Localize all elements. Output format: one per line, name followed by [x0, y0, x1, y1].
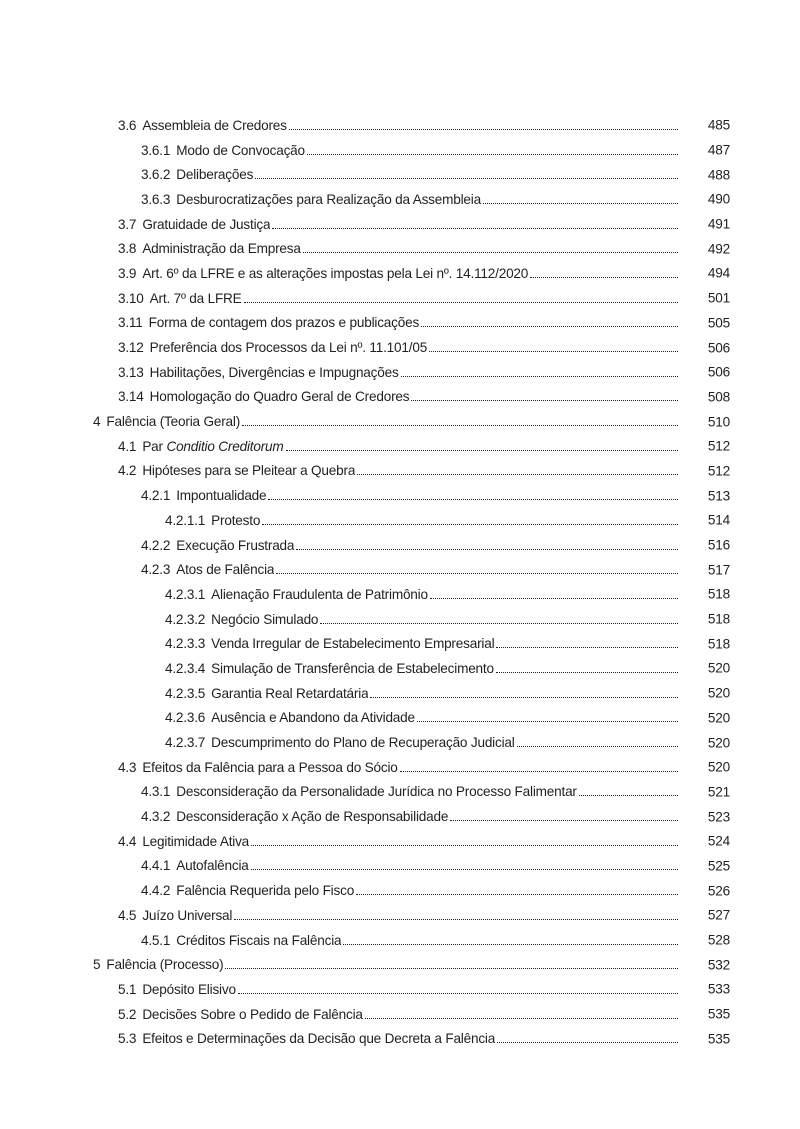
toc-entry[interactable]	[0, 631, 800, 656]
toc-entry[interactable]	[0, 829, 800, 854]
dot-leader	[496, 647, 678, 648]
toc-entry-title	[142, 982, 236, 997]
toc-entry[interactable]	[0, 311, 800, 336]
toc-entry-number: 3.8	[118, 241, 137, 257]
toc-entry-page-number: 501	[707, 290, 730, 306]
toc-entry-title-text: Desburocratizações para Realização da Assembleia	[176, 191, 481, 207]
toc-entry-text	[118, 1031, 800, 1046]
toc-entry-title	[142, 266, 528, 281]
toc-entry-title	[211, 587, 428, 602]
toc-entry-title	[176, 488, 266, 503]
dot-leader	[238, 993, 678, 994]
toc-entry-text	[165, 587, 800, 602]
toc-entry-page-number: 516	[707, 537, 730, 553]
toc-entry[interactable]	[0, 360, 800, 385]
toc-entry-title-text: Impontualidade	[176, 488, 267, 504]
dot-leader	[262, 524, 678, 525]
toc-entry-page-number: 514	[707, 512, 730, 528]
toc-entry-title	[150, 365, 399, 380]
toc-entry-page-number: 494	[707, 265, 730, 281]
toc-entry-text	[141, 858, 800, 873]
toc-entry-title	[142, 760, 397, 775]
toc-entry-page-number: 510	[707, 414, 730, 430]
toc-entry-title-text: Efeitos e Determinações da Decisão que Decreta a Falência	[142, 1031, 496, 1047]
dot-leader	[496, 672, 678, 673]
dot-leader	[421, 326, 678, 327]
dot-leader	[276, 573, 678, 574]
toc-entry-number: 4.4	[118, 833, 137, 849]
toc-entry-page-number: 518	[707, 586, 730, 602]
toc-entry[interactable]	[0, 878, 800, 903]
toc-entry-text	[118, 340, 800, 355]
toc-entry-text	[165, 612, 800, 627]
dot-leader	[244, 302, 678, 303]
toc-entry-number: 4.2.3.3	[165, 636, 206, 652]
toc-entry-text	[118, 1007, 800, 1022]
toc-entry-number: 3.12	[118, 340, 144, 356]
toc-entry-number: 4.1	[118, 438, 137, 454]
dot-leader	[357, 474, 678, 475]
toc-entry-title	[176, 538, 294, 553]
toc-entry-title	[142, 834, 249, 849]
toc-entry-number: 4.2.3.1	[165, 586, 206, 602]
toc-entry-title-text: Garantia Real Retardatária	[211, 685, 369, 701]
toc-entry-title-text: Administração da Empresa	[142, 241, 301, 257]
toc-entry-page-number: 487	[707, 142, 730, 158]
toc-entry-title	[211, 513, 260, 528]
toc-entry-title-text: Falência (Teoria Geral)	[106, 414, 241, 430]
toc-entry-title	[142, 217, 270, 232]
dot-leader	[296, 549, 678, 550]
toc-entry-title	[211, 661, 494, 676]
dot-leader	[417, 721, 678, 722]
dot-leader	[268, 499, 678, 500]
toc-entry-title	[176, 562, 274, 577]
toc-entry-title-text: Créditos Fiscais na Falência	[176, 932, 342, 948]
toc-entry-title-text: Simulação de Transferência de Estabelecimento	[211, 660, 494, 676]
dot-leader	[411, 400, 678, 401]
toc-entry-title-text: Descumprimento do Plano de Recuperação Judicial	[211, 735, 515, 751]
toc-entry-number: 3.7	[118, 216, 137, 232]
toc-entry[interactable]	[0, 533, 800, 558]
toc-entry-title	[176, 192, 481, 207]
dot-leader	[483, 203, 678, 204]
dot-leader	[255, 178, 678, 179]
toc-entry-title-text: Habilitações, Divergências e Impugnações	[149, 364, 399, 380]
dot-leader	[370, 697, 678, 698]
toc-entry-number: 3.13	[118, 364, 144, 380]
toc-entry-number: 3.10	[118, 290, 144, 306]
toc-entry-title	[142, 1007, 362, 1022]
toc-entry[interactable]	[0, 681, 800, 706]
toc-entry-number: 4.2.3.4	[165, 660, 206, 676]
toc-entry[interactable]	[0, 162, 800, 187]
toc-entry-page-number: 517	[707, 562, 730, 578]
toc-entry-text	[141, 167, 800, 182]
toc-entry[interactable]	[0, 187, 800, 212]
dot-leader	[401, 376, 678, 377]
toc-entry-text	[93, 957, 800, 972]
toc-entry-text	[165, 661, 800, 676]
toc-entry-number: 5.2	[118, 1006, 137, 1022]
toc-entry-title-text: Desconsideração da Personalidade Jurídica no Processo Falimentar	[176, 784, 577, 800]
toc-entry-page-number: 518	[707, 636, 730, 652]
toc-entry-title-text: Deliberações	[176, 167, 254, 183]
toc-entry-title-text: Protesto	[211, 512, 261, 528]
toc-entry-number: 4.2.3.6	[165, 710, 206, 726]
toc-entry[interactable]	[0, 335, 800, 360]
toc-entry-title-text: Modo de Convocação	[176, 142, 305, 158]
toc-entry[interactable]	[0, 977, 800, 1002]
toc-entry-number: 3.9	[118, 265, 137, 281]
toc-entry-title-italic: Conditio Creditorum	[166, 438, 284, 454]
toc-entry-number: 3.14	[118, 389, 144, 405]
toc-entry[interactable]	[0, 236, 800, 261]
toc-entry-title-text: Alienação Fraudulenta de Patrimônio	[211, 586, 428, 602]
toc-entry-title	[150, 340, 427, 355]
dot-leader	[356, 894, 678, 895]
toc-entry-title-text: Juízo Universal	[142, 907, 233, 923]
toc-entry-page-number: 518	[707, 611, 730, 627]
toc-entry-page-number: 527	[707, 907, 730, 923]
toc-entry-page-number: 535	[707, 1031, 730, 1047]
toc-entry-title-text: Art. 7º da LFRE	[149, 290, 242, 306]
toc-entry[interactable]	[0, 459, 800, 484]
toc-entry-number: 4.2.1	[141, 488, 171, 504]
toc-entry[interactable]	[0, 385, 800, 410]
toc-entry[interactable]	[0, 607, 800, 632]
toc-entry-number: 5.1	[118, 981, 137, 997]
toc-entry-title-text: Depósito Elisivo	[142, 981, 236, 997]
toc-entry-title	[142, 463, 355, 478]
toc-entry-title-text: Decisões Sobre o Pedido de Falência	[142, 1006, 363, 1022]
toc-entry-page-number: 505	[707, 315, 730, 331]
toc-entry-title-text: Venda Irregular de Estabelecimento Empresarial	[211, 636, 495, 652]
toc-entry-text	[165, 686, 800, 701]
toc-entry-page-number: 520	[707, 660, 730, 676]
toc-entry-title	[150, 389, 410, 404]
dot-leader	[517, 746, 678, 747]
toc-entry-title-text: Assembleia de Credores	[142, 117, 287, 133]
toc-entry-text	[118, 365, 800, 380]
toc-entry-text	[118, 463, 800, 478]
toc-entry-page-number: 490	[707, 191, 730, 207]
toc-entry-page-number: 525	[707, 858, 730, 874]
toc-entry-page-number: 506	[707, 340, 730, 356]
toc-entry[interactable]	[0, 508, 800, 533]
dot-leader	[530, 277, 678, 278]
toc-entry-title-text: Gratuidade de Justiça	[142, 216, 271, 232]
toc-entry-text	[141, 809, 800, 824]
toc-entry-text	[141, 143, 800, 158]
toc-entry-number: 4.4.2	[141, 883, 171, 899]
dot-leader	[320, 623, 678, 624]
toc-entry-page-number: 485	[707, 117, 730, 133]
toc-entry[interactable]	[0, 409, 800, 434]
toc-entry[interactable]	[0, 286, 800, 311]
toc-entry-page-number: 491	[707, 216, 730, 232]
toc-entry-text	[141, 488, 800, 503]
toc-entry-title	[142, 908, 232, 923]
toc-entry-text	[141, 192, 800, 207]
toc-entry[interactable]	[0, 261, 800, 286]
dot-leader	[429, 351, 678, 352]
toc-entry-title-text: Execução Frustrada	[176, 537, 295, 553]
toc-entry-number: 4.2.3.5	[165, 685, 206, 701]
toc-entry[interactable]	[0, 1026, 800, 1051]
toc-entry-text	[118, 291, 800, 306]
toc-entry-text	[118, 908, 800, 923]
toc-entry-title	[176, 167, 253, 182]
toc-entry-number: 3.6	[118, 117, 137, 133]
toc-entry-title-text: Preferência dos Processos da Lei nº. 11.101/05	[149, 340, 428, 356]
toc-entry-title	[211, 612, 318, 627]
toc-entry-page-number: 492	[707, 241, 730, 257]
toc-entry-title-text: Falência (Processo)	[106, 957, 224, 973]
toc-entry[interactable]	[0, 706, 800, 731]
toc-entry-title-text: Forma de contagem dos prazos e publicações	[148, 315, 420, 331]
toc-entry-page-number: 520	[707, 710, 730, 726]
toc-entry-title	[176, 858, 248, 873]
toc-entry-title	[211, 710, 415, 725]
toc-entry-title-text: Desconsideração x Ação de Responsabilidade	[176, 809, 449, 825]
toc-entry[interactable]	[0, 755, 800, 780]
toc-entry-text	[165, 636, 800, 651]
toc-entry-page-number: 533	[707, 981, 730, 997]
toc-entry-number: 4.2.2	[141, 537, 171, 553]
dot-leader	[225, 968, 678, 969]
toc-entry-page-number: 512	[707, 438, 730, 454]
toc-entry-page-number: 520	[707, 735, 730, 751]
toc-entry-title	[211, 636, 494, 651]
toc-entry-title-text: Negócio Simulado	[211, 611, 319, 627]
toc-entry-number: 3.6.3	[141, 191, 171, 207]
dot-leader	[303, 252, 678, 253]
toc-entry[interactable]	[0, 557, 800, 582]
toc-entry-title-text: Falência Requerida pelo Fisco	[176, 883, 355, 899]
toc-entry-title	[176, 883, 354, 898]
dot-leader	[579, 795, 678, 796]
toc-entry-title	[106, 414, 240, 429]
dot-leader	[343, 944, 678, 945]
toc-entry-title	[150, 291, 242, 306]
toc-entry[interactable]	[0, 903, 800, 928]
dot-leader	[242, 425, 678, 426]
toc-entry-page-number: 523	[707, 809, 730, 825]
toc-entry[interactable]	[0, 1002, 800, 1027]
toc-entry-title	[176, 809, 448, 824]
dot-leader	[289, 129, 678, 130]
toc-entry-number: 4.3.2	[141, 809, 171, 825]
toc-entry-number: 4	[93, 414, 101, 430]
toc-entry-number: 4.2.1.1	[165, 512, 206, 528]
toc-entry-text	[118, 266, 800, 281]
toc-entry-text	[118, 982, 800, 997]
toc-entry-page-number: 521	[707, 784, 730, 800]
toc-entry[interactable]	[0, 582, 800, 607]
dot-leader	[251, 845, 678, 846]
toc-entry-title-text: Atos de Falência	[176, 562, 275, 578]
toc-entry[interactable]	[0, 854, 800, 879]
toc-entry-text	[141, 933, 800, 948]
toc-entry-text	[165, 735, 800, 750]
toc-entry-page-number: 526	[707, 883, 730, 899]
toc-entry[interactable]	[0, 928, 800, 953]
toc-entry-text	[118, 834, 800, 849]
toc-entry-title	[142, 118, 286, 133]
table-of-contents	[0, 113, 800, 1051]
toc-entry-number: 4.2.3	[141, 562, 171, 578]
toc-entry-page-number: 532	[707, 957, 730, 973]
toc-entry-page-number: 528	[707, 932, 730, 948]
toc-entry-title-text: Art. 6º da LFRE e as alterações impostas pela Lei nº. 14.112/2020	[142, 265, 529, 281]
dot-leader	[286, 450, 678, 451]
toc-entry-title-text: Homologação do Quadro Geral de Credores	[149, 389, 410, 405]
toc-entry-page-number: 535	[707, 1006, 730, 1022]
toc-entry-number: 4.3	[118, 759, 137, 775]
toc-entry-number: 4.5	[118, 907, 137, 923]
toc-entry-title	[142, 1031, 495, 1046]
dot-leader	[497, 1042, 678, 1043]
toc-entry-page-number: 520	[707, 685, 730, 701]
dot-leader	[430, 598, 678, 599]
toc-entry-number: 4.2.3.7	[165, 735, 206, 751]
toc-entry-title	[211, 735, 514, 750]
toc-entry[interactable]	[0, 780, 800, 805]
dot-leader	[365, 1018, 678, 1019]
toc-entry[interactable]	[0, 434, 800, 459]
toc-entry-text	[93, 414, 800, 429]
toc-entry-text	[118, 760, 800, 775]
toc-entry-title	[176, 933, 341, 948]
toc-entry-title	[176, 143, 305, 158]
toc-entry-text	[165, 513, 800, 528]
toc-entry[interactable]	[0, 730, 800, 755]
toc-entry-title	[211, 686, 368, 701]
toc-entry-number: 4.2.3.2	[165, 611, 206, 627]
toc-entry-text	[118, 389, 800, 404]
toc-entry[interactable]	[0, 656, 800, 681]
toc-entry-page-number: 506	[707, 364, 730, 380]
toc-entry-title-text: Autofalência	[176, 858, 249, 874]
toc-entry-page-number: 513	[707, 488, 730, 504]
toc-entry[interactable]	[0, 138, 800, 163]
toc-entry-number: 5	[93, 957, 101, 973]
toc-entry-number: 4.3.1	[141, 784, 171, 800]
toc-entry[interactable]	[0, 483, 800, 508]
toc-entry-title	[176, 784, 577, 799]
dot-leader	[307, 154, 678, 155]
toc-entry-title-text: Efeitos da Falência para a Pessoa do Sócio	[142, 759, 398, 775]
toc-entry-text	[141, 784, 800, 799]
toc-entry-text	[165, 710, 800, 725]
toc-entry-title	[149, 315, 419, 330]
toc-entry-title-text: Legitimidade Ativa	[142, 833, 250, 849]
toc-entry-title-text: Par	[142, 438, 167, 454]
toc-entry-text	[141, 562, 800, 577]
toc-entry-page-number: 512	[707, 463, 730, 479]
toc-entry-page-number: 524	[707, 833, 730, 849]
toc-entry-number: 5.3	[118, 1031, 137, 1047]
dot-leader	[450, 820, 678, 821]
toc-entry-text	[118, 217, 800, 232]
toc-entry[interactable]	[0, 952, 800, 977]
toc-entry[interactable]	[0, 212, 800, 237]
toc-entry-title	[142, 439, 283, 454]
toc-entry-number: 3.6.1	[141, 142, 171, 158]
toc-entry-page-number: 488	[707, 167, 730, 183]
toc-entry-title	[142, 241, 300, 256]
toc-entry-title-text: Hipóteses para se Pleitear a Quebra	[142, 463, 356, 479]
toc-entry-number: 3.11	[118, 315, 143, 331]
toc-entry-title	[106, 957, 223, 972]
toc-entry-text	[118, 439, 800, 454]
toc-entry-text	[118, 315, 800, 330]
toc-entry[interactable]	[0, 804, 800, 829]
toc-entry-text	[141, 538, 800, 553]
toc-entry-text	[118, 118, 800, 133]
dot-leader	[400, 771, 678, 772]
toc-entry-number: 3.6.2	[141, 167, 171, 183]
toc-entry-number: 4.5.1	[141, 932, 171, 948]
toc-entry-page-number: 508	[707, 389, 730, 405]
toc-entry-title-text: Ausência e Abandono da Atividade	[211, 710, 415, 726]
dot-leader	[234, 919, 678, 920]
dot-leader	[251, 869, 678, 870]
toc-entry-number: 4.4.1	[141, 858, 171, 874]
dot-leader	[272, 228, 678, 229]
toc-entry-page-number: 520	[707, 759, 730, 775]
toc-entry-number: 4.2	[118, 463, 137, 479]
toc-entry-text	[118, 241, 800, 256]
toc-entry-text	[141, 883, 800, 898]
toc-entry[interactable]	[0, 113, 800, 138]
